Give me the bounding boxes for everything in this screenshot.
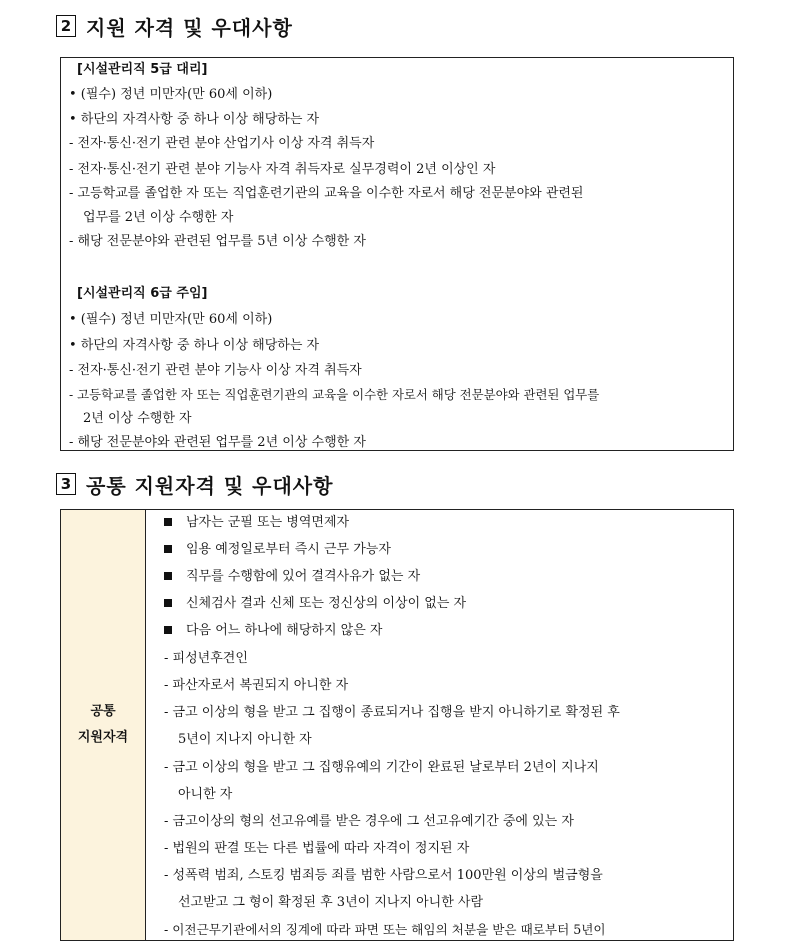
list-item: • 하단의 자격사항 중 하나 이상 해당하는 자 bbox=[69, 112, 320, 127]
list-item: • (필수) 정년 미만자(만 60세 이하) bbox=[69, 312, 273, 327]
square-bullet-icon bbox=[164, 626, 172, 634]
sub-item: 5년이 지나지 아니한 자 bbox=[178, 732, 312, 747]
sub-item: - 금고 이상의 형을 받고 그 집행이 종료되거나 집행을 받지 아니하기로 확정된 후 bbox=[164, 705, 620, 720]
sub-item: - 금고이상의 형의 선고유예를 받은 경우에 그 선고유예기간 중에 있는 자 bbox=[164, 814, 574, 829]
list-item bbox=[154, 591, 729, 617]
group-title: [시설관리직 6급 주임] bbox=[77, 286, 208, 301]
sub-item: - 성폭력 범죄, 스토킹 범죄등 죄를 범한 사람으로서 100만원 이상의 벌금형을 bbox=[164, 868, 603, 883]
sub-item: 선고받고 그 형이 확정된 후 3년이 지나지 아니한 사람 bbox=[178, 895, 484, 910]
list-item: - 전자·통신·전기 관련 분야 산업기사 이상 자격 취득자 bbox=[69, 136, 375, 151]
sub-item: - 파산자로서 복권되지 아니한 자 bbox=[164, 678, 349, 693]
section-2-box bbox=[60, 57, 734, 451]
square-bullet-icon bbox=[164, 599, 172, 607]
sub-item: - 법원의 판결 또는 다른 법률에 따라 자격이 정지된 자 bbox=[164, 841, 470, 856]
list-item bbox=[154, 510, 729, 536]
list-item: - 전자·통신·전기 관련 분야 기능사 자격 취득자로 실무경력이 2년 이상인 자 bbox=[69, 162, 496, 177]
list-item: 2년 이상 수행한 자 bbox=[83, 411, 192, 426]
section-3-title: 공통 지원자격 및 우대사항 bbox=[86, 473, 334, 498]
list-item: - 고등학교를 졸업한 자 또는 직업훈련기관의 교육을 이수한 자로서 해당 전문분야와 관련된 bbox=[69, 186, 584, 201]
list-item: - 해당 전문분야와 관련된 업무를 2년 이상 수행한 자 bbox=[69, 435, 366, 450]
section-2-heading bbox=[56, 11, 293, 41]
square-bullet-icon bbox=[164, 572, 172, 580]
list-item: • 하단의 자격사항 중 하나 이상 해당하는 자 bbox=[69, 338, 320, 353]
list-item bbox=[154, 537, 729, 563]
sub-item: - 금고 이상의 형을 받고 그 집행유예의 기간이 완료된 날로부터 2년이 지나지 bbox=[164, 760, 599, 775]
square-bullet-icon bbox=[164, 518, 172, 526]
section-2-title: 지원 자격 및 우대사항 bbox=[86, 15, 293, 40]
section-3-heading bbox=[56, 469, 333, 499]
list-item bbox=[154, 618, 729, 644]
section-2-number: 2 bbox=[56, 15, 76, 37]
list-item: - 해당 전문분야와 관련된 업무를 5년 이상 수행한 자 bbox=[69, 234, 366, 249]
list-item: - 고등학교를 졸업한 자 또는 직업훈련기관의 교육을 이수한 자로서 해당 전문분야와 관련된 업무를 bbox=[69, 387, 600, 402]
list-item-text: 직무를 수행함에 있어 결격사유가 없는 자 bbox=[186, 569, 421, 584]
common-qualification-table bbox=[60, 509, 734, 941]
sub-item: - 이전근무기관에서의 징계에 따라 파면 또는 해임의 처분을 받은 때로부터 5년이 bbox=[164, 922, 606, 937]
sub-item: - 피성년후견인 bbox=[164, 651, 248, 666]
square-bullet-icon bbox=[164, 545, 172, 553]
row-label-cell bbox=[61, 510, 146, 940]
row-label-line1: 공통 bbox=[90, 704, 116, 719]
section-3-number: 3 bbox=[56, 473, 76, 495]
group-title: [시설관리직 5급 대리] bbox=[77, 62, 208, 77]
list-item-text: 남자는 군필 또는 병역면제자 bbox=[186, 515, 350, 530]
sub-item: 아니한 자 bbox=[178, 787, 233, 802]
list-item-text: 신체검사 결과 신체 또는 정신상의 이상이 없는 자 bbox=[186, 596, 467, 611]
content-cell bbox=[146, 510, 733, 940]
row-label-line2: 지원자격 bbox=[77, 730, 129, 745]
list-item: - 전자·통신·전기 관련 분야 기능사 이상 자격 취득자 bbox=[69, 363, 362, 378]
list-item-text: 임용 예정일로부터 즉시 근무 가능자 bbox=[186, 542, 391, 557]
list-item: • (필수) 정년 미만자(만 60세 이하) bbox=[69, 87, 273, 102]
list-item-text: 다음 어느 하나에 해당하지 않은 자 bbox=[186, 623, 383, 638]
list-item bbox=[154, 564, 729, 590]
list-item: 업무를 2년 이상 수행한 자 bbox=[83, 210, 234, 225]
